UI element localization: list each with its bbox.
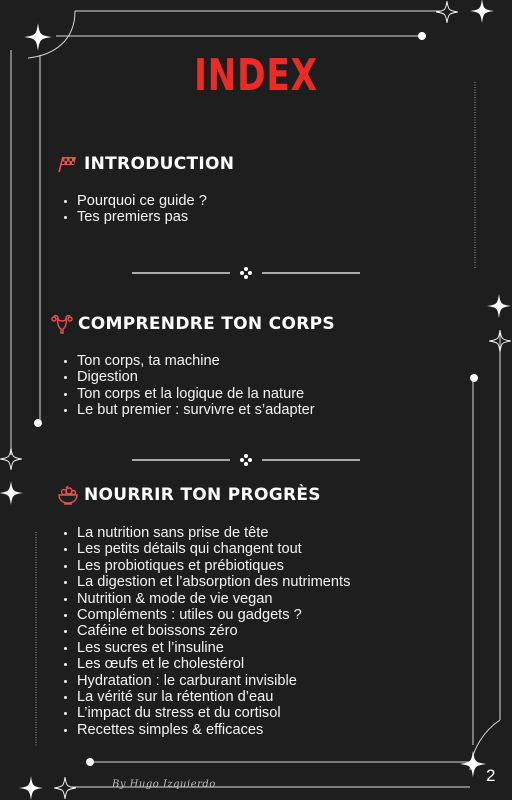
uterus-icon: [50, 312, 74, 336]
section-list-introduction: [59, 193, 207, 226]
list-item: • Les probiotiques et prébiotiques: [77, 558, 350, 574]
list-item: • Digestion: [77, 369, 315, 385]
list-item: • Les œufs et le cholestérol: [77, 656, 350, 672]
list-item: • Ton corps et la logique de la nature: [77, 386, 315, 402]
author-signature: By Hugo Izquierdo: [112, 779, 216, 790]
section-heading-introduction: [56, 152, 234, 176]
page-title: INDEX: [194, 50, 318, 101]
checkered-flag-icon: [56, 152, 80, 176]
section-list-comprendre: [59, 353, 315, 419]
page-number: 2: [486, 766, 496, 785]
list-item: • Le but premier : survivre et s’adapter: [77, 402, 315, 418]
list-item: • Nutrition & mode de vie vegan: [77, 591, 350, 607]
list-item: • La nutrition sans prise de tête: [77, 525, 350, 541]
list-item: • La vérité sur la rétention d’eau: [77, 689, 350, 705]
list-item: • Les petits détails qui changent tout: [77, 541, 350, 557]
section-divider: [132, 453, 360, 467]
list-item: • Caféine et boissons zéro: [77, 623, 350, 639]
section-title: INTRODUCTION: [84, 154, 235, 174]
section-divider: [132, 266, 360, 280]
section-heading-comprendre: [50, 312, 335, 336]
section-heading-nourrir: [56, 483, 321, 507]
section-title: NOURRIR TON PROGRÈS: [84, 485, 321, 505]
list-item: • Recettes simples & efficaces: [77, 722, 350, 738]
list-item: • L’impact du stress et du cortisol: [77, 705, 350, 721]
list-item: • La digestion et l’absorption des nutriments: [77, 574, 350, 590]
list-item: • Ton corps, ta machine: [77, 353, 315, 369]
list-item: • Pourquoi ce guide ?: [77, 193, 207, 209]
list-item: • Compléments : utiles ou gadgets ?: [77, 607, 350, 623]
section-list-nourrir: [59, 525, 350, 738]
food-bowl-icon: [56, 483, 80, 507]
list-item: • Hydratation : le carburant invisible: [77, 673, 350, 689]
section-title: COMPRENDRE TON CORPS: [78, 314, 335, 334]
list-item: • Tes premiers pas: [77, 209, 207, 225]
list-item: • Les sucres et l’insuline: [77, 640, 350, 656]
